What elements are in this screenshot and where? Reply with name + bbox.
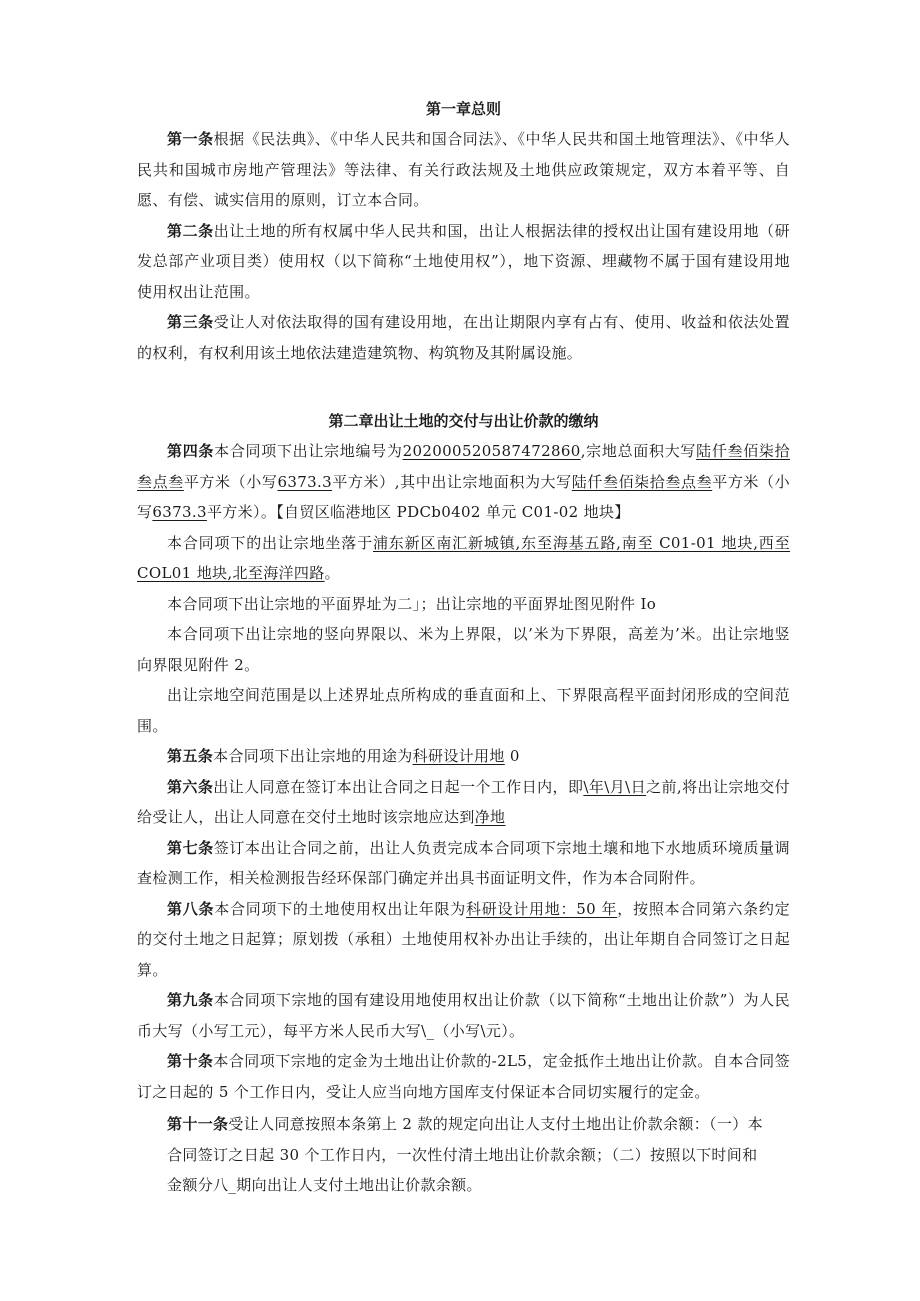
- article-3-text: 受让人对依法取得的国有建设用地，在出让期限内享有占有、使用、收益和依法处置的权利，有权利用该土地依法建造建筑物、构筑物及其附属设施。: [137, 313, 790, 362]
- article-5: [137, 741, 790, 772]
- article-10-heading: 第十条: [167, 1052, 214, 1070]
- article-11: [137, 1109, 790, 1201]
- article-9-heading: 第九条: [167, 991, 214, 1009]
- vertical-boundary-paragraph: 本合同项下出让宗地的竖向界限以、米为上界限，以’米为下界限，高差为’米。出让宗地竖向界限见附件 2。: [137, 625, 790, 674]
- article-8-text-1: 本合同项下的土地使用权出让年限为: [214, 899, 467, 918]
- article-1: [137, 124, 790, 216]
- article-2: [137, 216, 790, 308]
- article-11-line-1: [137, 1109, 790, 1140]
- chapter-2-title: 第二章出让土地的交付与出让价款的缴纳: [328, 412, 599, 430]
- article-10-text: 本合同项下宗地的定金为土地出让价款的-2L5，定金抵作土地出让价款。自本合同签订之日起的 5 个工作日内，受让人应当向地方国库支付保证本合同切实履行的定金。: [137, 1052, 790, 1101]
- article-6-text-2: 之前,将出让宗地交付给受让人，出让人同意在交付土地时该宗地应达到: [137, 777, 790, 826]
- article-2-heading: 第二条: [167, 221, 214, 240]
- article-7-heading: 第七条: [167, 838, 214, 857]
- article-7: [137, 833, 790, 894]
- article-4: [137, 436, 790, 528]
- article-4-text-6: 平方米）。【自贸区临港地区 PDCb0402 单元 C01-02 地块】: [206, 503, 630, 521]
- article-6-text-1: 出让人同意在签订本出让合同之日起一个工作日内，即: [213, 777, 584, 796]
- article-10: [137, 1046, 790, 1107]
- article-4-text-2: ,宗地总面积大写: [580, 442, 697, 460]
- article-2-text: 出让土地的所有权属中华人民共和国，出让人根据法律的授权出让国有建设用地（研发总部产业项目类）使用权（以下简称“土地使用权”），地下资源、埋藏物不属于国有建设用地使用权出让范围。: [137, 221, 790, 301]
- article-3-heading: 第三条: [167, 313, 214, 331]
- plane-boundary-paragraph: 本合同项下出让宗地的平面界址为二」；出让宗地的平面界址图见附件 Io: [167, 594, 657, 613]
- parcel-number: 202000520587472860: [402, 442, 581, 460]
- article-3: [137, 307, 790, 368]
- article-6: [137, 772, 790, 833]
- article-9-text: 本合同项下宗地的国有建设用地使用权出让价款（以下简称“土地出让价款”）为人民币大写（小写工元），每平方米人民币大写\_（小写\元）。: [137, 991, 791, 1040]
- article-4-text-5: 平方米（小写: [137, 472, 790, 521]
- article-4-text-1: 本合同项下出让宗地编号为: [214, 442, 403, 460]
- transfer-term: 科研设计用地：50 年: [466, 899, 618, 918]
- article-4-heading: 第四条: [167, 442, 215, 460]
- location-text-1: 本合同项下的出让宗地坐落于: [167, 533, 373, 552]
- article-8-heading: 第八条: [167, 899, 215, 918]
- article-8: [137, 894, 790, 986]
- parcel-area-words: 陆仟叁佰柒拾叁点叁: [571, 472, 713, 491]
- article-5-heading: 第五条: [167, 747, 214, 765]
- article-1-heading: 第一条: [167, 130, 214, 148]
- article-11-heading: 第十一条: [167, 1115, 229, 1133]
- space-range-paragraph: 出让宗地空间范围是以上述界址点所构成的垂直面和上、下界限高程平面封闭形成的空间范围。: [137, 686, 790, 735]
- article-11-line-3: 金额分八_期向出让人支付土地出让价款余额。: [167, 1176, 482, 1194]
- total-area-number: 6373.3: [277, 472, 333, 491]
- article-9: [137, 985, 790, 1046]
- article-7-text: 签订本出让合同之前，出让人负责完成本合同项下宗地土壤和地下水地质环境质量调查检测工作，相关检测报告经环保部门确定并出具书面证明文件，作为本合同附件。: [137, 838, 790, 887]
- article-5-text-2: 0: [504, 747, 520, 765]
- parcel-location: 浦东新区南汇新城镇,东至海基五路,南至 C01-01 地块,西至 COL01 地块,北至海洋四路: [137, 533, 790, 582]
- total-area-words: 陆仟叁佰柒拾叁点叁: [137, 442, 790, 491]
- article-8-text-2: ，按照本合同第六条约定的交付土地之日起算；原划拨（承租）土地使用权补办出让手续的，出让年期自合同签订之日起算。: [137, 899, 790, 979]
- article-11-line-2: 合同签订之日起 30 个工作日内，一次性付清土地出让价款余额；（二）按照以下时间和: [167, 1145, 758, 1164]
- article-5-text-1: 本合同项下出让宗地的用途为: [213, 747, 413, 765]
- article-6-heading: 第六条: [167, 777, 214, 796]
- chapter-1-title: 第一章总则: [425, 100, 501, 118]
- delivery-date: \年\月\日: [583, 777, 647, 796]
- land-use: 科研设计用地: [412, 747, 505, 765]
- location-text-2: 。: [324, 564, 340, 582]
- parcel-area-number: 6373.3: [152, 503, 207, 521]
- article-4-text-4: 平方米）,其中出让宗地面积为大写: [332, 472, 572, 491]
- article-11-text-1: 受让人同意按照本条第上 2 款的规定向出让人支付土地出让价款余额：（一）本: [228, 1115, 763, 1133]
- article-4-text-3: 平方米（小写: [183, 472, 278, 491]
- delivery-condition: 净地: [474, 808, 506, 826]
- parcel-location-paragraph: [137, 528, 790, 589]
- article-1-text: 根据《民法典》、《中华人民共和国合同法》、《中华人民共和国土地管理法》、《中华人民共和国城市房地产管理法》等法律、有关行政法规及土地供应政策规定，双方本着平等、自愿、有偿、诚实信用的原则，订立本合同。: [137, 130, 790, 209]
